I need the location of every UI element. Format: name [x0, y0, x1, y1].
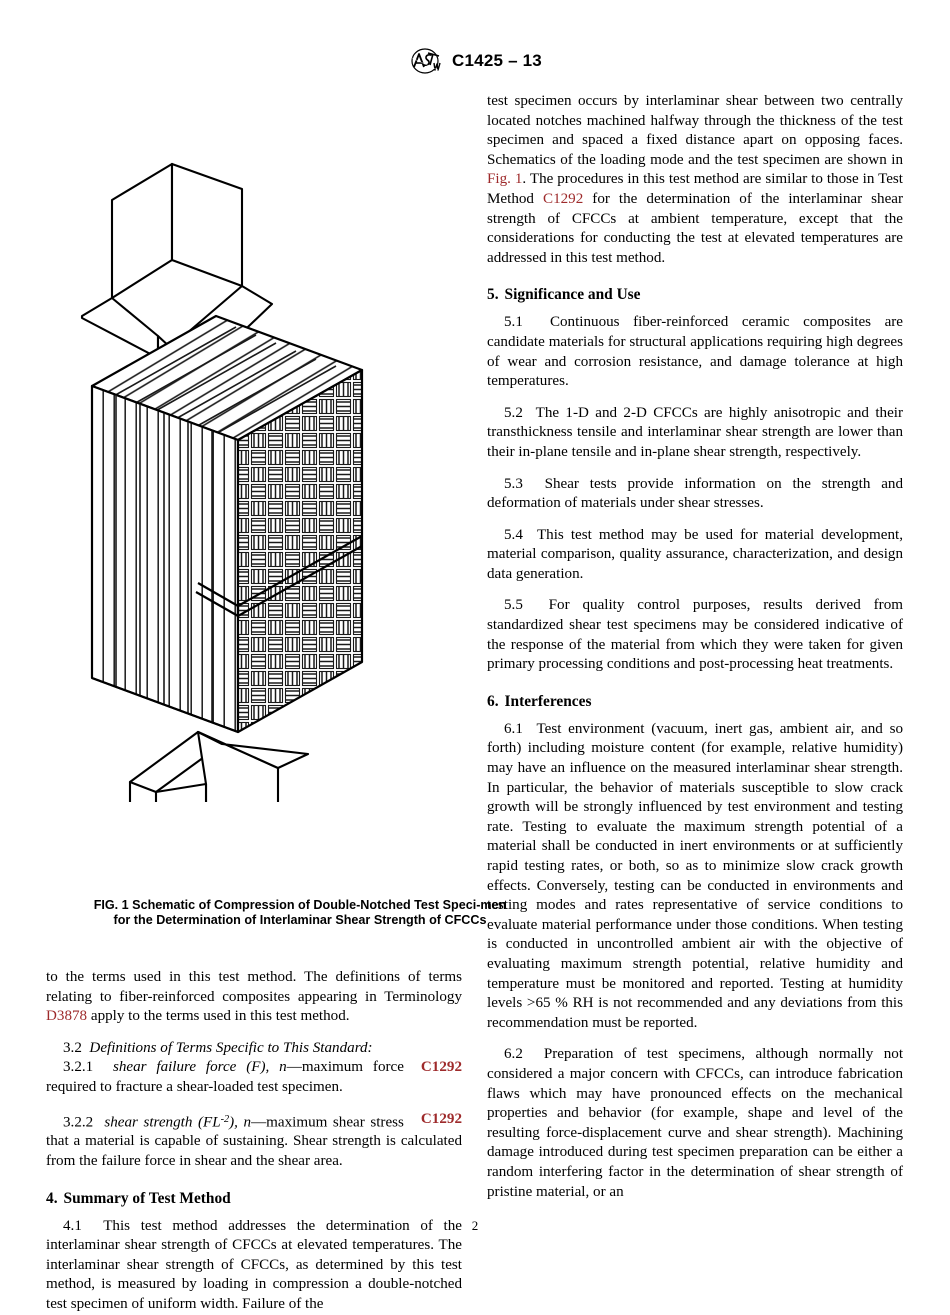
figure-1-caption: FIG. 1 Schematic of Compression of Double-Notched Test Speci-men for the Determination of Interlaminar Shear Strength of CFCCs [93, 898, 507, 928]
paragraph-continued: test specimen occurs by interlaminar shear between two centrally located notches machined halfway through the thickness of the test specimen and spaced a fixed distance apart on opposing faces. Schematics of the loading mode and the test specimen are shown in Fig. 1. The procedures in this test method are similar to those in Test Method C1292 for the determination of the interlaminar shear strength of CFCCs at ambient temperature, except that the considerations for conducting the test at elevated temperatures are addressed in this test method. [487, 93, 903, 266]
paragraph-5-1: 5.1 Continuous fiber-reinforced ceramic composites are candidate materials for structural applications requiring high degrees of wear and corrosion resistance, and damage tolerance at high temperatures. [487, 314, 903, 390]
paragraph-5-4: 5.4 This test method may be used for material development, material comparison, quality assurance, characterization, and design data generation. [487, 526, 903, 582]
reference-c1292-1[interactable]: C1292 [420, 1059, 462, 1076]
paragraph-3-2-1: C1292 3.2.1 shear failure force (F), n—maximum force required to fracture a shear-loaded test specimen. [46, 1059, 462, 1095]
paragraph-5-2: 5.2 The 1-D and 2-D CFCCs are highly anisotropic and their transthickness tensile and interlaminar shear strength are lower than their in-plane tensile and in-plane shear strength, respectively. [487, 404, 903, 460]
paragraph-3-2-2: C1292 3.2.2 shear strength $(FL^{-2})$, n—maximum shear stress that a material is capable of sustaining. Shear strength is calculated from the failure force in shear and the shear area. [46, 1110, 462, 1170]
bottom-compression-arrow [130, 732, 308, 802]
figure-1-drawing [46, 92, 462, 802]
section-heading-5: 5. Significance and Use [487, 286, 641, 304]
paragraph-3-2: 3.2 Definitions of Terms Specific to This Standard: [63, 1039, 373, 1056]
figure-1 [46, 92, 462, 832]
term-shear-strength: shear strength (FL [104, 1113, 221, 1130]
page-header [0, 48, 950, 74]
term-shear-failure-force: shear failure force (F), n [112, 1059, 287, 1076]
link-c1292[interactable]: C1292 [543, 190, 584, 207]
definitions-heading: Definitions of Terms Specific to This Standard: [89, 1039, 373, 1056]
paragraph-terminology: to the terms used in this test method. The definitions of terms relating to fiber-reinforced composites appearing in Terminology D3878 apply to the terms used in this test method. [46, 969, 462, 1025]
term-exponent: -2 [220, 1113, 230, 1125]
standard-designation: C1425 – 13 [452, 51, 542, 70]
left-column-text [46, 968, 462, 1315]
link-d3878[interactable]: D3878 [46, 1008, 88, 1025]
astm-logo [408, 48, 442, 74]
paragraph-6-1: 6.1 Test environment (vacuum, inert gas, ambient air, and so forth) including moisture content (for example, relative humidity) may have an influence on the measured interlaminar shear strength. In particular, the behavior of materials susceptible to slow crack growth will be strongly influenced by test environment and testing rate. Testing to evaluate the maximum strength potential of a material shall be conducted in inert environments or at sufficiently rapid testing rates, or both, so as to minimize slow crack growth effects. Conversely, testing can be conducted in environments and testing modes and rates representative of service conditions to evaluate material performance under those conditions. When testing is conducted in uncontrolled ambient air with the objective of evaluating maximum strength potential, relative humidity and temperature must be monitored and reported. Testing at humidity levels >65 % RH is not recommended and any deviations from this recommendation must be reported. [487, 720, 904, 1031]
specimen-side-face [92, 386, 238, 732]
paragraph-5-3: 5.3 Shear tests provide information on the strength and deformation of materials under shear stresses. [487, 475, 904, 512]
section-heading-6: 6. Interferences [487, 692, 592, 710]
paragraph-6-2: 6.2 Preparation of test specimens, although normally not considered a major concern with CFCCs, can introduce fabrication flaws which may have pronounced effects on the mechanical properties and behavior (for example, shape and level of the resulting force-displacement curve and shear strength). Machining damage introduced during test specimen preparation can be either a random interfering factor in the determination of shear strength of pristine material, or an [487, 1046, 904, 1200]
section-heading-4: 4. Summary of Test Method [46, 1189, 231, 1207]
paragraph-5-5: 5.5 For quality control purposes, results derived from standardized shear test specimens may be considered indicative of the response of the material from which they were taken for given primary processing conditions and post-processing heat treatments. [487, 597, 903, 673]
link-fig-1[interactable]: Fig. 1 [487, 171, 523, 188]
right-column [487, 92, 903, 1202]
reference-c1292-2[interactable]: C1292 [420, 1110, 462, 1127]
page-number: 2 [471, 1218, 479, 1233]
paragraph-4-1: 4.1 This test method addresses the determination of the interlaminar shear strength of CFCCs at elevated temperatures. The interlaminar shear strength of CFCCs, as determined by this test method, is measured by loading in compression a double-notched test specimen of uniform width. Failure of the [46, 1217, 463, 1313]
left-column [46, 92, 507, 1313]
